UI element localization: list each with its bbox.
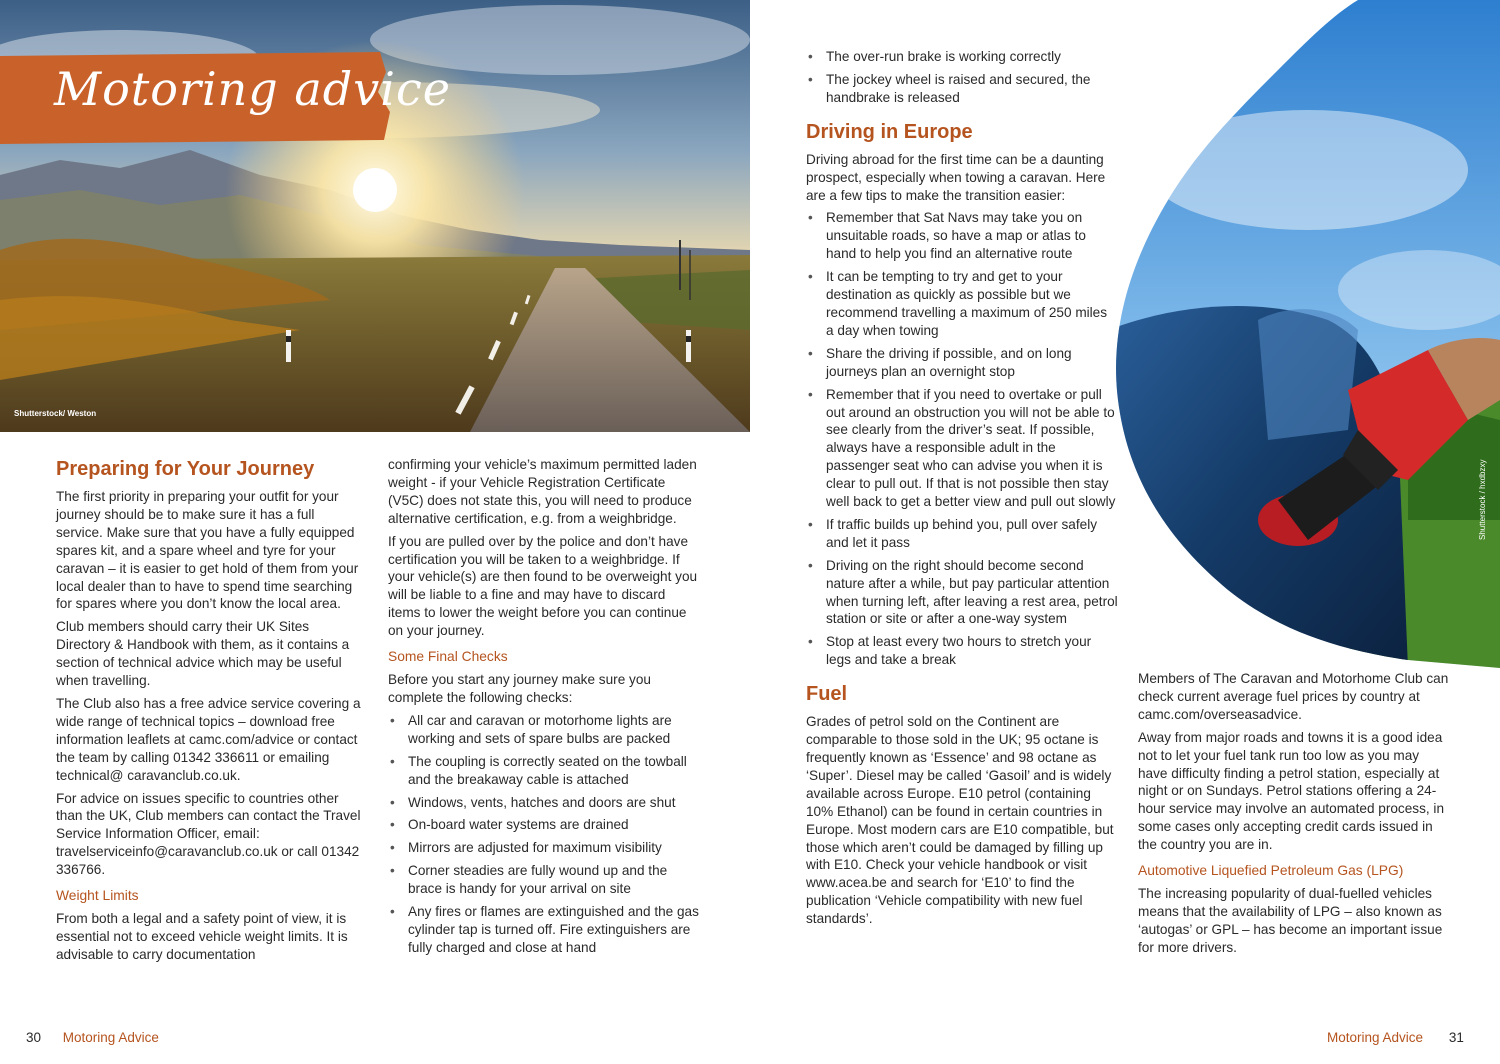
right-column-1 <box>806 48 1118 933</box>
paragraph: Club members should carry their UK Sites Directory & Handbook with them, as it contains a section of technical advice which may be useful when travelling. <box>56 619 350 689</box>
paragraph: If you are pulled over by the police and don’t have certification you will be taken to a weighbridge. If your vehicle(s) are then found to be overweight you will be liable to a fine and may have to discard items to lower the weight before you can continue on your journey. <box>388 533 698 639</box>
photo-credit: Shutterstock / hxdbzxy <box>1478 459 1487 540</box>
subheading-weight-limits: Weight Limits <box>56 888 139 904</box>
fuel-nozzle-photo <box>1108 0 1500 668</box>
right-folio <box>1327 1030 1464 1045</box>
paragraph: For advice on issues specific to countries other than the UK, Club members can contact the Travel Service Information Officer, email: travelserviceinfo@caravanclub.co.uk or call 01342 336766. <box>56 790 361 878</box>
banner-title: Motoring advice <box>54 62 451 116</box>
list-item: • Corner steadies are fully wound up and the brace is handy for your arrival on site <box>388 862 700 898</box>
photo-credit: Shutterstock/ Weston <box>14 409 97 418</box>
heading-driving-in-europe: Driving in Europe <box>806 120 973 143</box>
list-item: • The coupling is correctly seated on the towball and the breakaway cable is attached <box>388 753 700 789</box>
checks-continued-list <box>806 48 1118 107</box>
paragraph: Before you start any journey make sure you complete the following checks: <box>388 672 651 705</box>
page-number: 30 <box>26 1030 42 1045</box>
left-column-2 <box>388 456 700 962</box>
list-item: • If traffic builds up behind you, pull over safely and let it pass <box>806 516 1118 552</box>
paragraph: The first priority in preparing your outfit for your journey should be to make sure it has a full service. Make sure that you have a fully equipped spares kit, and a spare wheel and tyre for your caravan – it is easier to get hold of them from your local dealer than to have to spend time searching for spares where you don’t know the local area. <box>56 489 359 612</box>
list-item: • On-board water systems are drained <box>388 816 700 834</box>
right-column-2 <box>1138 670 1450 962</box>
final-checks-list <box>388 712 700 957</box>
subheading-final-checks: Some Final Checks <box>388 649 508 665</box>
list-item: • Stop at least every two hours to stretch your legs and take a break <box>806 633 1118 669</box>
paragraph: From both a legal and a safety point of view, it is essential not to exceed vehicle weight limits. It is advisable to carry documentation <box>56 911 348 962</box>
paragraph: The Club also has a free advice service covering a wide range of technical topics – download free information leaflets at camc.com/advice or contact the team by calling 01342 336611 or emailing technical@ caravanclub.co.uk. <box>56 695 361 783</box>
list-item: • Mirrors are adjusted for maximum visibility <box>388 839 700 857</box>
left-column-1 <box>56 456 364 969</box>
heading-preparing: Preparing for Your Journey <box>56 458 315 480</box>
running-footer: Motoring Advice <box>62 1030 159 1045</box>
list-item: • Share the driving if possible, and on long journeys plan an overnight stop <box>806 345 1118 381</box>
list-item: • It can be tempting to try and get to your destination as quickly as possible but we recommend travelling a maximum of 250 miles a day when towing <box>806 268 1118 340</box>
list-item: • Windows, vents, hatches and doors are shut <box>388 794 700 812</box>
list-item: • Remember that Sat Navs may take you on unsuitable roads, so have a map or atlas to hand to help you find an alternative route <box>806 209 1118 263</box>
paragraph: Away from major roads and towns it is a good idea not to let your fuel tank run too low as you may have difficulty finding a petrol station, especially at night or on Sundays. Petrol stations offering a 24-hour service may involve an automated process, in some cases only accepting credit cards issued in the country you are in. <box>1138 729 1445 853</box>
paragraph: confirming your vehicle’s maximum permitted laden weight - if your Vehicle Registration Certificate (V5C) does not state this, you will need to produce alternative certification, e.g. from a weighbridge. <box>388 457 697 526</box>
paragraph: Driving abroad for the first time can be a daunting prospect, especially when towing a caravan. Here are a few tips to make the transition easier: <box>806 151 1106 203</box>
paragraph: The increasing popularity of dual-fuelled vehicles means that the availability of LPG – also known as ‘autogas’ or GPL – has become an important issue for more drivers. <box>1138 886 1443 955</box>
left-folio <box>26 1030 159 1045</box>
heading-fuel: Fuel <box>806 683 848 706</box>
list-item: • All car and caravan or motorhome lights are working and sets of spare bulbs are packed <box>388 712 700 748</box>
right-page <box>750 0 1500 1064</box>
list-item: • Any fires or flames are extinguished and the gas cylinder tap is turned off. Fire extinguishers are fully charged and close at hand <box>388 903 700 957</box>
subheading-lpg: Automotive Liquefied Petroleum Gas (LPG) <box>1138 863 1404 879</box>
paragraph: Grades of petrol sold on the Continent are comparable to those sold in the UK; 95 octane is frequently known as ‘Essence’ and 98 octane as ‘Super’. Diesel may be called ‘Gasoil’ and is widely available across Europe. E10 petrol (containing 10% Ethanol) can be found in certain countries in Europe. Most modern cars are E10 compatible, but those which aren’t could be damaged by filling up with E10. Check your vehicle handbook or visit www.acea.be and search for ‘E10’ to find the publication ‘Vehicle compatibility with new fuel standards’. <box>806 714 1114 927</box>
list-item: • Driving on the right should become second nature after a while, but pay particular attention when turning left, after leaving a rest area, petrol station or site or after a one-way system <box>806 557 1118 629</box>
driving-tips-list <box>806 209 1118 669</box>
page-number: 31 <box>1448 1030 1464 1045</box>
running-footer: Motoring Advice <box>1327 1030 1424 1045</box>
list-item: • The over-run brake is working correctly <box>806 48 1118 66</box>
list-item: • Remember that if you need to overtake or pull out around an obstruction you will not be able to see clearly from the driver’s seat. If possible, always have a responsible adult in the passenger seat who can advise you when it is clear to pull out. If that is not possible then stay well back to get a better view and pull out slowly <box>806 386 1118 511</box>
list-item: • The jockey wheel is raised and secured, the handbrake is released <box>806 71 1118 107</box>
paragraph: Members of The Caravan and Motorhome Club can check current average fuel prices by country at camc.com/overseasadvice. <box>1138 671 1449 722</box>
